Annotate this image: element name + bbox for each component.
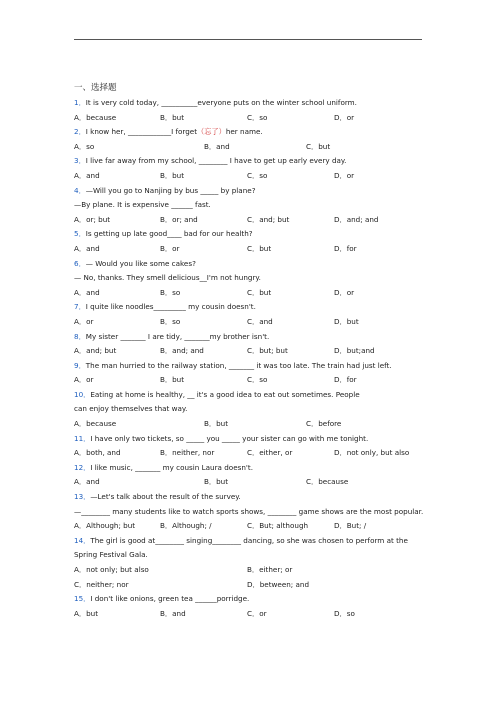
option-a[interactable]: A．both, and	[74, 448, 121, 458]
option-a[interactable]: A．and	[74, 477, 100, 487]
options-14-row-1	[74, 563, 424, 578]
option-b[interactable]: B．or	[160, 243, 180, 253]
option-c[interactable]: C．neither; nor	[74, 579, 129, 589]
option-c[interactable]: C．so	[247, 112, 268, 122]
option-b[interactable]: B．but	[160, 112, 185, 122]
option-a[interactable]: A．but	[74, 608, 99, 618]
question-text: The man hurried to the railway station, _______ it was too late. The train had just left.	[85, 360, 392, 370]
question-6-line-2: — No, thanks. They smell delicious__I'm not hungry.	[74, 273, 261, 283]
option-c[interactable]: C．because	[306, 477, 349, 487]
question-number: 15．	[74, 594, 91, 604]
option-b[interactable]: B．so	[160, 287, 181, 297]
option-b[interactable]: B．and	[160, 608, 186, 618]
question-number: 3．	[74, 156, 86, 166]
option-a[interactable]: A．Although; but	[74, 521, 136, 531]
document-body	[74, 81, 424, 621]
option-b[interactable]: B．but	[160, 170, 185, 180]
option-d[interactable]: D．not only, but also	[334, 448, 410, 458]
question-text: —Let's talk about the result of the survey.	[90, 492, 241, 502]
option-c[interactable]: C．before	[306, 419, 342, 429]
question-9	[74, 359, 424, 374]
question-8	[74, 330, 424, 345]
question-number: 11．	[74, 433, 91, 443]
question-14	[74, 534, 424, 563]
question-text-tail: her name.	[225, 127, 263, 137]
question-4	[74, 184, 424, 199]
option-a[interactable]: A．and	[74, 170, 100, 180]
option-d[interactable]: D．but	[334, 316, 359, 326]
question-4-line-2: —By plane. It is expensive ______ fast.	[74, 200, 211, 210]
option-c[interactable]: C．but; but	[247, 346, 288, 356]
option-d[interactable]: D．or	[334, 112, 355, 122]
question-text: I like music, _______ my cousin Laura doesn't.	[90, 462, 254, 472]
question-text: Eating at home is healthy, __ it's a good idea to eat out sometimes. People	[90, 389, 360, 399]
question-text: —Will you go to Nanjing by bus _____ by plane?	[85, 185, 256, 195]
option-a[interactable]: A．or	[74, 316, 94, 326]
options-15	[74, 607, 424, 622]
option-d[interactable]: D．or	[334, 287, 355, 297]
options-9	[74, 373, 424, 388]
option-a[interactable]: A．and; but	[74, 346, 117, 356]
options-12	[74, 475, 424, 490]
question-10-line-2: can enjoy themselves that way.	[74, 404, 188, 414]
option-c[interactable]: C．but	[306, 141, 331, 151]
option-b[interactable]: B．but	[204, 419, 229, 429]
question-text: I don't like onions, green tea ______porridge.	[90, 594, 250, 604]
options-4	[74, 213, 424, 228]
options-2	[74, 140, 424, 155]
option-d[interactable]: D．or	[334, 170, 355, 180]
question-text: I live far away from my school, ________ I have to get up early every day.	[85, 156, 347, 166]
option-c[interactable]: C．and	[247, 316, 273, 326]
option-a[interactable]: A．because	[74, 419, 117, 429]
option-d[interactable]: D．for	[334, 375, 357, 385]
option-b[interactable]: B．but	[160, 375, 185, 385]
question-number: 14．	[74, 535, 91, 545]
question-number: 10．	[74, 389, 91, 399]
option-b[interactable]: B．so	[160, 316, 181, 326]
question-2	[74, 125, 424, 140]
option-b[interactable]: B．or; and	[160, 214, 198, 224]
question-text: Is getting up late good____ bad for our health?	[85, 229, 253, 239]
option-c[interactable]: C．so	[247, 375, 268, 385]
option-c[interactable]: C．or	[247, 608, 267, 618]
question-text: I quite like noodles_________ my cousin doesn't.	[85, 302, 256, 312]
options-13	[74, 519, 424, 534]
option-b[interactable]: B．Although; /	[160, 521, 212, 531]
option-a[interactable]: A．or; but	[74, 214, 111, 224]
question-1	[74, 96, 424, 111]
question-number: 2．	[74, 127, 86, 137]
question-text: I have only two tickets, so _____ you _____ your sister can go with me tonight.	[90, 433, 369, 443]
option-b[interactable]: B．but	[204, 477, 229, 487]
option-c[interactable]: C．but	[247, 243, 272, 253]
question-12	[74, 461, 424, 476]
option-a[interactable]: A．because	[74, 112, 117, 122]
options-10	[74, 417, 424, 432]
question-text: I know her, ____________I forget	[85, 127, 198, 137]
option-b[interactable]: B．and; and	[160, 346, 204, 356]
option-d[interactable]: D．so	[334, 608, 355, 618]
option-c[interactable]: C．but	[247, 287, 272, 297]
option-a[interactable]: A．and	[74, 287, 100, 297]
question-text: It is very cold today, __________everyone puts on the winter school uniform.	[85, 98, 357, 107]
question-13	[74, 490, 424, 505]
question-11	[74, 432, 424, 447]
question-3	[74, 154, 424, 169]
question-10	[74, 388, 424, 403]
question-5	[74, 227, 424, 242]
question-number: 5．	[74, 229, 86, 239]
option-c[interactable]: C．either, or	[247, 448, 293, 458]
question-number: 12．	[74, 462, 91, 472]
question-6	[74, 257, 424, 272]
option-d[interactable]: D．But; /	[334, 521, 367, 531]
question-number: 7．	[74, 302, 86, 312]
chinese-hint: （忘了）	[197, 127, 226, 137]
question-number: 4．	[74, 185, 86, 195]
option-d[interactable]: D．between; and	[247, 579, 310, 589]
question-text: My sister _______ I are tidy, _______my brother isn't.	[85, 331, 270, 341]
option-c[interactable]: C．so	[247, 170, 268, 180]
question-text: The girl is good at________ singing________ dancing, so she was chosen to perform at the Spring Festival Gala.	[74, 535, 408, 560]
options-6	[74, 286, 424, 301]
question-number: 13．	[74, 492, 91, 502]
question-number: 8．	[74, 331, 86, 341]
options-3	[74, 169, 424, 184]
option-a[interactable]: A．or	[74, 375, 94, 385]
question-7	[74, 300, 424, 315]
option-d[interactable]: D．but;and	[334, 346, 375, 356]
option-b[interactable]: B．and	[204, 141, 230, 151]
section-title: 一、选择题	[74, 83, 117, 93]
option-b[interactable]: B．neither, nor	[160, 448, 215, 458]
option-a[interactable]: A．and	[74, 243, 100, 253]
question-number: 6．	[74, 258, 86, 268]
options-5	[74, 242, 424, 257]
options-11	[74, 446, 424, 461]
option-b[interactable]: B．either; or	[247, 565, 293, 574]
question-number: 9．	[74, 360, 86, 370]
question-13-line-2: —________ many students like to watch sports shows, ________ game shows are the most popular.	[74, 506, 424, 516]
options-7	[74, 315, 424, 330]
option-c[interactable]: C．But; although	[247, 521, 309, 531]
option-a[interactable]: A．not only; but also	[74, 565, 149, 574]
option-d[interactable]: D．and; and	[334, 214, 379, 224]
question-number: 1．	[74, 98, 86, 107]
question-15	[74, 592, 424, 607]
option-c[interactable]: C．and; but	[247, 214, 290, 224]
option-d[interactable]: D．for	[334, 243, 357, 253]
options-14-row-2	[74, 578, 424, 593]
header-rule	[74, 39, 422, 40]
option-a[interactable]: A．so	[74, 141, 95, 151]
options-1	[74, 111, 424, 126]
question-text: — Would you like some cakes?	[85, 258, 196, 268]
options-8	[74, 344, 424, 359]
